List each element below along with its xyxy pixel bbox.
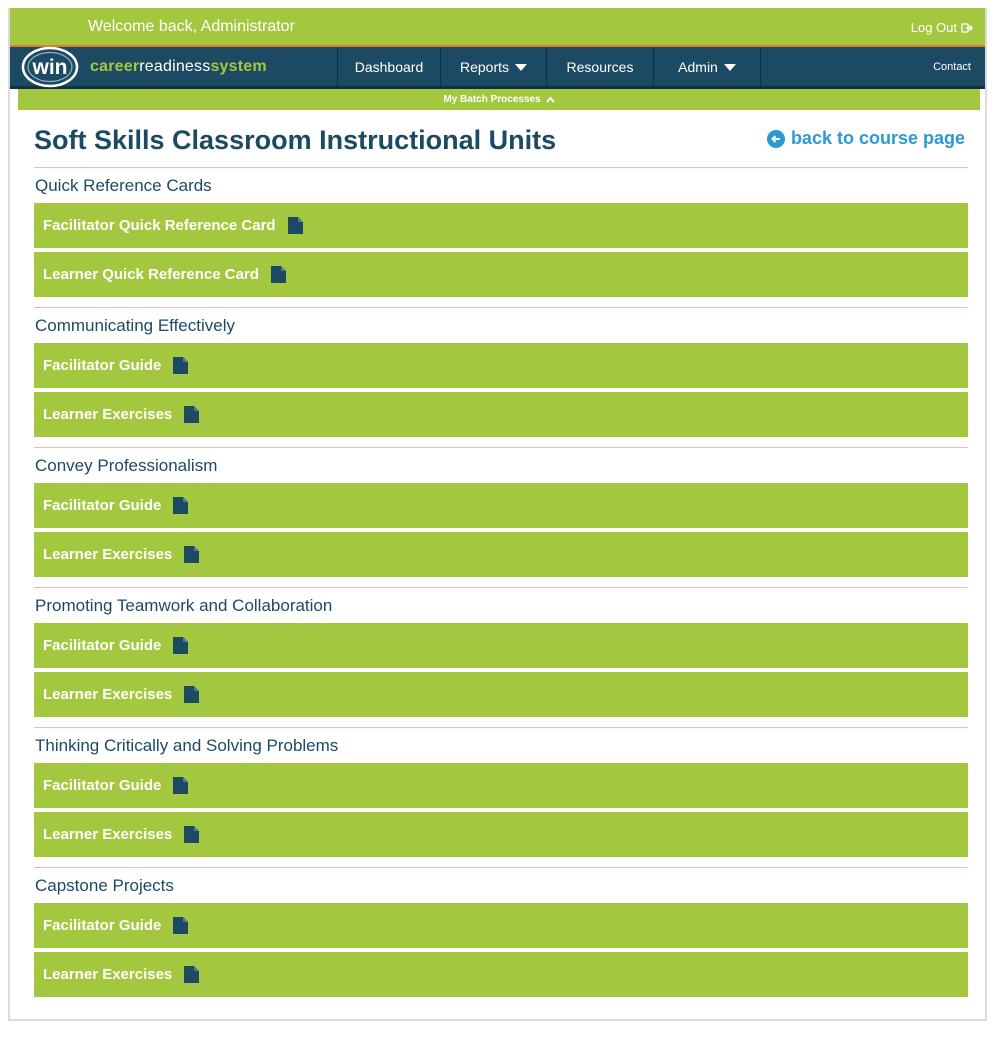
back-to-course-label: back to course page	[790, 128, 965, 148]
document-link-label: Facilitator Guide	[43, 777, 162, 794]
brand-part-system: system	[210, 58, 267, 75]
contact-link[interactable]: Contact	[933, 61, 971, 73]
logout-label: Log Out	[910, 20, 957, 35]
back-to-course-link[interactable]	[767, 128, 965, 149]
document-link-label: Learner Exercises	[43, 966, 173, 983]
document-link-label: Facilitator Guide	[43, 497, 162, 514]
nav-reports-label: Reports	[459, 58, 510, 75]
document-link-row[interactable]	[34, 672, 968, 717]
brand-name	[90, 58, 267, 76]
document-link-row[interactable]	[34, 812, 968, 857]
nav-dashboard[interactable]	[337, 47, 440, 86]
main-nav	[10, 45, 985, 89]
document-icon	[288, 217, 303, 234]
logo-text: win	[32, 56, 68, 79]
app-frame	[8, 8, 987, 1021]
document-link-label: Learner Exercises	[43, 546, 173, 563]
section-title: Communicating Effectively	[35, 316, 235, 335]
document-link-label: Facilitator Guide	[43, 357, 162, 374]
document-link-row[interactable]	[34, 952, 968, 997]
document-icon	[173, 497, 188, 514]
welcome-bar	[10, 8, 985, 45]
nav-dashboard-label: Dashboard	[354, 58, 424, 75]
document-icon	[173, 777, 188, 794]
document-link-label: Learner Quick Reference Card	[43, 266, 259, 283]
section-title: Capstone Projects	[35, 876, 174, 895]
chevron-up-icon	[546, 96, 555, 103]
unit-section	[34, 167, 968, 297]
batch-processes-label: My Batch Processes	[443, 94, 541, 105]
document-link-row[interactable]	[34, 532, 968, 577]
nav-admin[interactable]	[653, 47, 761, 86]
document-link-row[interactable]	[34, 623, 968, 668]
arrow-left-circle-icon	[767, 130, 785, 148]
document-link-label: Facilitator Quick Reference Card	[43, 217, 276, 234]
document-link-row[interactable]	[34, 343, 968, 388]
unit-section	[34, 727, 968, 857]
document-icon	[184, 966, 199, 983]
document-icon	[173, 917, 188, 934]
brand-part-readiness: readiness	[139, 58, 211, 75]
section-title: Promoting Teamwork and Collaboration	[35, 596, 333, 615]
document-link-label: Facilitator Guide	[43, 917, 162, 934]
nav-reports[interactable]	[440, 47, 546, 86]
document-icon	[173, 637, 188, 654]
unit-sections	[34, 167, 968, 1001]
nav-resources-label: Resources	[566, 58, 634, 75]
document-icon	[184, 686, 199, 703]
unit-section	[34, 867, 968, 997]
document-icon	[271, 266, 286, 283]
caret-down-icon	[515, 64, 527, 71]
document-icon	[184, 546, 199, 563]
logout-link[interactable]	[911, 20, 973, 35]
batch-processes-toggle[interactable]	[18, 89, 980, 110]
document-link-row[interactable]	[34, 252, 968, 297]
document-link-row[interactable]	[34, 203, 968, 248]
document-link-label: Facilitator Guide	[43, 637, 162, 654]
document-link-row[interactable]	[34, 903, 968, 948]
win-logo[interactable]	[20, 44, 80, 90]
brand-part-career: career	[90, 58, 140, 75]
welcome-text: Welcome back, Administrator	[88, 18, 295, 35]
document-link-row[interactable]	[34, 392, 968, 437]
section-title: Thinking Critically and Solving Problems	[35, 736, 339, 755]
unit-section	[34, 587, 968, 717]
logout-icon	[961, 22, 973, 34]
document-link-label: Learner Exercises	[43, 406, 173, 423]
document-icon	[184, 826, 199, 843]
document-link-label: Learner Exercises	[43, 686, 173, 703]
page-title: Soft Skills Classroom Instructional Units	[34, 125, 557, 155]
nav-admin-label: Admin	[678, 58, 718, 75]
caret-down-icon	[724, 64, 736, 71]
document-icon	[184, 406, 199, 423]
section-title: Convey Professionalism	[35, 456, 218, 475]
unit-section	[34, 307, 968, 437]
document-link-row[interactable]	[34, 763, 968, 808]
nav-resources[interactable]	[546, 47, 653, 86]
unit-section	[34, 447, 968, 577]
document-icon	[173, 357, 188, 374]
section-title: Quick Reference Cards	[35, 176, 212, 195]
document-link-label: Learner Exercises	[43, 826, 173, 843]
document-link-row[interactable]	[34, 483, 968, 528]
